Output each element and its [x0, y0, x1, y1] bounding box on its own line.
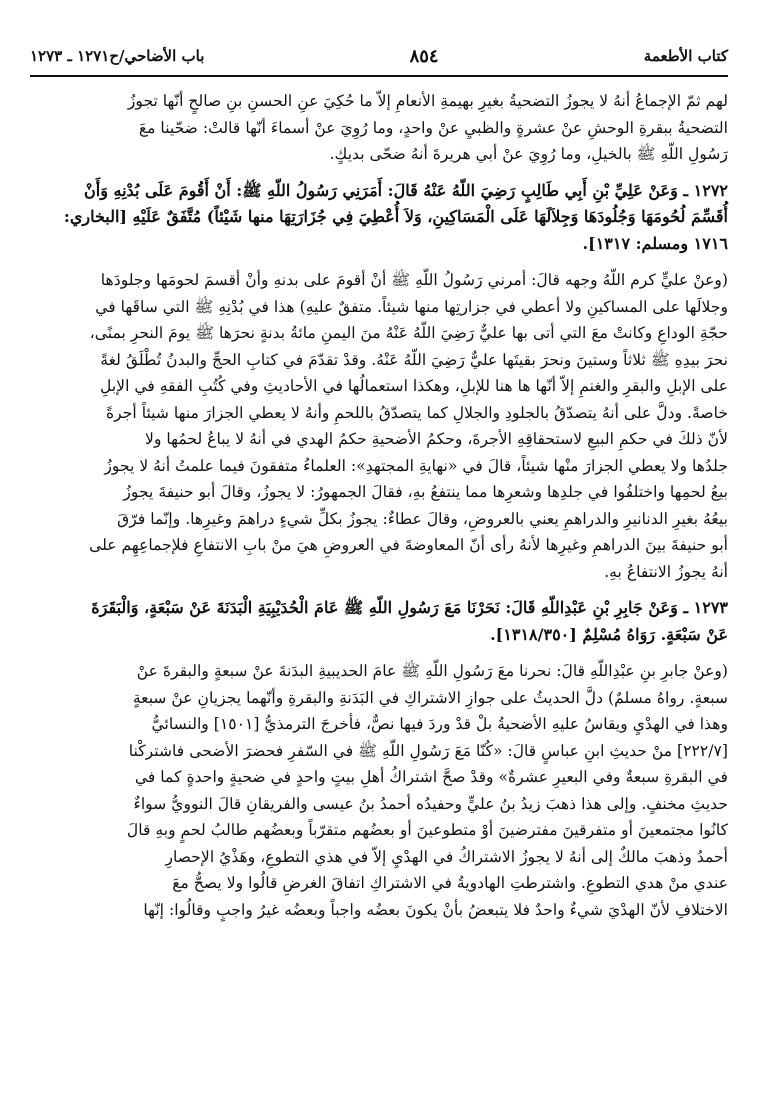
text-line: ١٢٧٣ ـ وَعَنْ جَابِرِ بْنِ عَبْدِاللّهِ قَالَ: نَحَرْنَا مَعَ رَسُولِ اللّهِ ﷺ عَامَ الْحُدَيْبِيَةِ الْبَدَنَةَ عَنْ سَبْعَةٍ، وَالْبَقَرَةَ	[91, 598, 728, 617]
text-line: على الإبلِ والبقرِ والغنمِ إلاّ أنّها ها هنا للإبلِ، وهكذا استعمالُها في الأحاديثِ وفي كُتُبِ الفقهِ في الإبلِ	[100, 377, 728, 395]
text-line: رَسُولِ اللّهِ ﷺ بالخيلِ، وما رُوِيَ عنْ أبي هريرةَ أنهُ ضحّى بديكٍ.	[329, 145, 728, 163]
hadith-paragraph	[32, 595, 728, 648]
text-line: ١٢٧٢ ـ وَعَنْ عَلِيِّ بْنِ أَبِي طَالِبٍ رَضِيَ اللّهُ عَنْهُ قَالَ: أَمَرَنِي رَسُولُ اللّهِ ﷺ: أَنْ أَقُومَ عَلَى بُدْنِهِ وَأَنْ	[84, 180, 728, 200]
page-header	[30, 38, 728, 74]
text-line: نحرَ بيدِهِ ﷺ ثلاثاً وستينَ ونحرَ بقيتَها عليٌّ رَضِيَ اللّهُ عَنْهُ. وقدْ تقدّمَ في كتابِ الحجِّ والبدنُ تُطْلَقُ لغةً	[100, 350, 728, 369]
text-line: كانُوا مجتمعينَ أو متفرقينَ مفترضينَ أوْ متطوعينَ أو بعضُهم متقرّباً وبعضُهم طالبُ لحمٍ وبهِ قالَ	[126, 821, 728, 839]
text-line: [٢٢٢/٧] منْ حديثِ ابنِ عباسٍ قالَ: «كُنّا مَعَ رَسُولِ اللّهِ ﷺ في السّفرِ فحضرَ الأضحى فاشتركْنا	[128, 741, 728, 760]
text-line: أبو حنيفةَ بينَ الدراهمِ وغيرِها لأنهُ رأى أنّ المعاوضةَ في العروضِ هيَ منْ بابِ الانتفاعِ فلإجماعِهِم على	[89, 536, 728, 554]
text-line: أحمدُ وذهبَ مالكٌ إلى أنهُ لا يجوزُ الاشتراكُ في الهدْيِ إلاّ في هذي التطوعِ، وهَذْيُ الإحصارِ	[165, 847, 728, 866]
text-line: حجّةِ الوداعِ وكانتْ معَ التي أتى بها عليٌّ رَضِيَ اللّهُ عَنْهُ منَ اليمنِ مائةُ بدنةٍ نحرَها ﷺ يومَ النحرِ بمنًى،	[89, 324, 728, 342]
text-line: ١٧١٦ ومسلم: ١٣١٧].	[582, 233, 728, 253]
text-line: لهم ثمّ الإجماعُ أنهُ لا يجوزُ التضحيةُ بغيرِ بهيمةِ الأنعامِ إلاّ ما حُكِيَ عنِ الحسنِ بنِ صالحٍ أنّها تجوزُ	[127, 92, 728, 110]
book-title: كتاب الأطعمة	[643, 47, 728, 65]
text-line: التضحيةُ ببقرةِ الوحشِ عنْ عشرةٍ والظبيِ عنْ واحدٍ، وما رُوِيَ عنْ أسماءَ أنّها قالتْ: ضحّينا معَ	[138, 118, 728, 137]
text-line: وهذا في الهدْيِ ويقاسُ عليهِ الأضحيةُ بلْ قدْ وردَ فيها نصٌّ، فأخرجَ الترمذيُّ [١٥٠١] والنسائيُّ	[151, 715, 728, 733]
text-line: خاصةً. ودلَّ على أنهُ يتصدّقُ بالجلودِ والجلالِ كما يتصدّقُ باللحمِ وأنهُ لا يعطي الجزارَ منها شيئاً أجرةً	[106, 403, 728, 422]
commentary-paragraph	[32, 88, 728, 168]
text-line: عندي منْ هدي التطوعِ. واشترطتِ الهادويةُ في الاشتراكِ اتفاقَ الغرضِ قالُوا ولا يصحُّ معَ	[172, 874, 728, 892]
chapter-reference: باب الأضاحي/ح١٢٧١ ـ ١٢٧٣	[30, 47, 205, 65]
commentary-paragraph	[32, 658, 728, 923]
text-line: عَنْ سَبْعَةٍ. رَوَاهُ مُسْلِمٌ [١٣١٨/٣٥٠].	[490, 624, 728, 644]
text-line: (وعنْ جابرِ بنِ عبْدِاللّهِ قالَ: نحرنا معَ رَسُولِ اللّهِ ﷺ عامَ الحديبيةِ البدَنةَ عنْ سبعةٍ والبقرةَ عنْ	[136, 662, 728, 680]
hadith-paragraph	[32, 178, 728, 258]
page-number: ٨٥٤	[409, 45, 439, 67]
text-line: سبعةٍ. رواهُ مسلمٌ) دلَّ الحديثُ على جوازِ الاشتراكِ في البَدَنةِ والبقرةِ وأنّهما يجزيانِ عنْ سبعةٍ	[132, 688, 728, 707]
text-line: جلدُها ولا يعطي الجزارَ منْها شيئاً، قالَ في «نهايةِ المجتهدِ»: العلماءُ متفقونَ فيما علمتُ أنهُ لا يجوزُ	[104, 456, 728, 475]
text-line: الاختلافِ لأنّ الهدْيَ شيءٌ واحدٌ فلا يتبعضُ بأنْ يكونَ بعضُه واجباً وبعضُه غيرُ واجبٍ وقالُوا: إنّها	[143, 900, 728, 919]
text-line: (وعنْ عليٍّ كرم اللّهُ وجهه قالَ: أمرني رَسُولُ اللّهِ ﷺ أنْ أقومَ على بدنهِ وأنْ أقسمَ لحومَها وجلودَها	[100, 271, 728, 289]
text-line: لأنّ ذلكَ في حكمِ البيعِ لاستحقاقِهِ الأجرةَ، وحكمُ الأضحيةِ حكمُ الهدي في أنهُ لا يباعُ لحمُها ولا	[145, 430, 728, 448]
page-body	[32, 88, 728, 1104]
header-rule	[30, 75, 728, 77]
text-line: في البقرةِ سبعةٌ وفي البعيرِ عشرةٌ» وقدْ صحَّ اشتراكُ أهلِ بيتٍ واحدٍ في ضحيةٍ واحدةٍ كما في	[134, 768, 728, 786]
text-line: أُقَسِّمَ لُحُومَهَا وَجُلُودَهَا وَجِلاَلَهَا عَلَى الْمَسَاكِينِ، وَلاَ أُعْطِيَ فِي جُزَارَتِهَا منها شَيْئاً) مُتَّفَقٌ عَلَيْهِ [البخاري:	[63, 207, 728, 226]
text-line: وجلالَها على المساكينِ ولا أعطي في جزارتِها منها شيئاً. متفقٌ عليهِ) هذا في بُدْنِهِ ﷺ التي ساقَها في	[95, 297, 728, 316]
text-line: أنهُ يجوزُ الانتفاعُ بهِ.	[604, 562, 728, 581]
commentary-paragraph	[32, 267, 728, 585]
text-line: بيعُهُ بغيرِ الدنانيرِ والدراهمِ يعني بالعروضِ، وقالَ عطاءٌ: يجوزُ بكلِّ شيءٍ دراهمَ وغيرِها. وإنّما فرّقَ	[117, 509, 728, 528]
text-line: بيعُ لحمِها واختلفُوا في جلدِها وشعرِها مما ينتفعُ بهِ، فقالَ الجمهورُ: لا يجوزُ، وقالَ أبو حنيفةَ يجوزُ	[123, 483, 728, 501]
text-line: حديثِ مخنفٍ. وإلى هذا ذهبَ زيدُ بنُ عليٍّ وحفيدُه أحمدُ بنُ عيسى والفريقانِ قالَ النوويُّ سواءٌ	[133, 794, 728, 813]
